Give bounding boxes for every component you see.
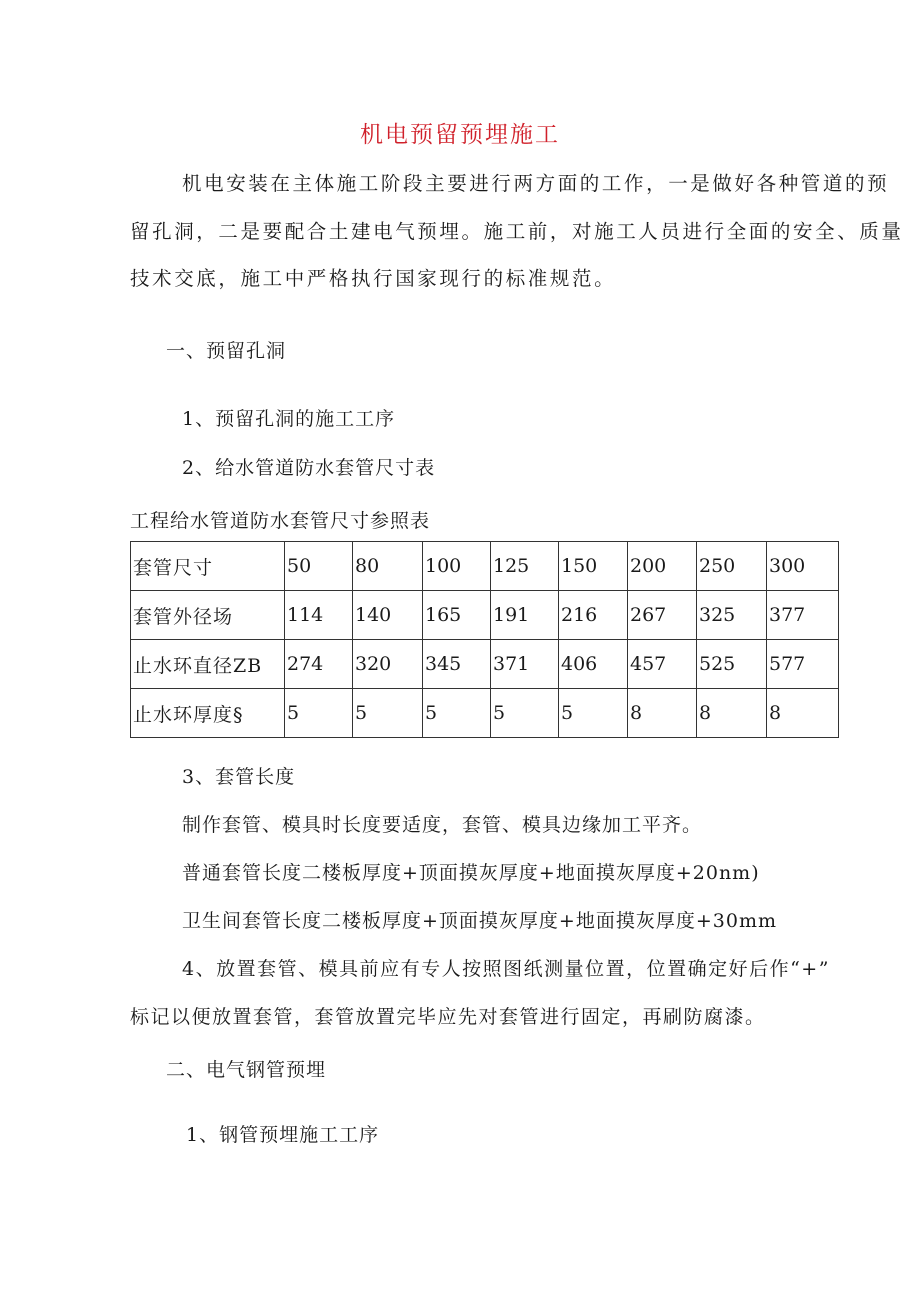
table-row-label: 止水环厚度§: [131, 689, 285, 738]
table-cell: 345: [423, 640, 491, 689]
table-cell: 325: [697, 591, 767, 640]
table-cell: 406: [559, 640, 628, 689]
table-row: [131, 591, 839, 640]
table-cell: 80: [353, 542, 423, 591]
sleeve-length-formula-normal: 普通套管长度二楼板厚度+顶面摸灰厚度+地面摸灰厚度+20nm): [182, 862, 760, 884]
table-row-label: 止水环直径ZB: [131, 640, 285, 689]
table-cell: 8: [767, 689, 839, 738]
table-cell: 216: [559, 591, 628, 640]
subheading-construction-process: 1、预留孔洞的施工工序: [182, 408, 396, 430]
table-cell: 300: [767, 542, 839, 591]
table-cell: 5: [423, 689, 491, 738]
placement-paragraph-line-2: 标记以便放置套管，套管放置完毕应先对套管进行固定，再刷防腐漆。: [130, 1006, 766, 1028]
intro-paragraph-line-1: 机电安装在主体施工阶段主要进行两方面的工作，一是做好各种管道的预: [182, 172, 890, 195]
table-cell: 8: [628, 689, 697, 738]
subheading-conduit-process: 1、钢管预埋施工工序: [186, 1124, 380, 1146]
table-cell: 250: [697, 542, 767, 591]
intro-paragraph-line-3: 技术交底，施工中严格执行国家现行的标准规范。: [130, 267, 617, 290]
table-cell: 150: [559, 542, 628, 591]
table-row: [131, 542, 839, 591]
table-row: [131, 640, 839, 689]
table-cell: 165: [423, 591, 491, 640]
table-cell: 200: [628, 542, 697, 591]
table-row-label: 套管尺寸: [131, 542, 285, 591]
table-cell: 274: [285, 640, 353, 689]
table-cell: 5: [285, 689, 353, 738]
table-cell: 525: [697, 640, 767, 689]
subheading-sleeve-size-table: 2、给水管道防水套管尺寸表: [182, 457, 436, 479]
sleeve-length-text-1: 制作套管、模具时长度要适度，套管、模具边缘加工平齐。: [182, 814, 703, 836]
table-cell: 5: [353, 689, 423, 738]
intro-paragraph-line-2: 留孔洞，二是要配合土建电气预埋。施工前，对施工人员进行全面的安全、质量: [130, 220, 904, 243]
table-row: [131, 689, 839, 738]
table-cell: 140: [353, 591, 423, 640]
table-cell: 191: [491, 591, 559, 640]
table-cell: 125: [491, 542, 559, 591]
table-cell: 577: [767, 640, 839, 689]
table-cell: 5: [491, 689, 559, 738]
table-cell: 50: [285, 542, 353, 591]
table-cell: 100: [423, 542, 491, 591]
table-caption: 工程给水管道防水套管尺寸参照表: [130, 510, 431, 532]
section-heading-electrical-conduit: 二、电气钢管预埋: [166, 1059, 327, 1081]
table-cell: 267: [628, 591, 697, 640]
placement-paragraph-line-1: 4、放置套管、模具前应有专人按照图纸测量位置，位置确定好后作“+”: [182, 958, 830, 980]
table-cell: 457: [628, 640, 697, 689]
table-row-label: 套管外径场: [131, 591, 285, 640]
sleeve-size-table: [130, 541, 839, 738]
subheading-sleeve-length: 3、套管长度: [182, 766, 296, 788]
table-cell: 8: [697, 689, 767, 738]
table-cell: 320: [353, 640, 423, 689]
table-cell: 114: [285, 591, 353, 640]
table-cell: 371: [491, 640, 559, 689]
table-cell: 5: [559, 689, 628, 738]
section-heading-reserved-holes: 一、预留孔洞: [166, 340, 287, 362]
document-title: 机电预留预埋施工: [360, 122, 560, 148]
table-cell: 377: [767, 591, 839, 640]
sleeve-length-formula-bathroom: 卫生间套管长度二楼板厚度+顶面摸灰厚度+地面摸灰厚度+30mm: [182, 910, 777, 932]
